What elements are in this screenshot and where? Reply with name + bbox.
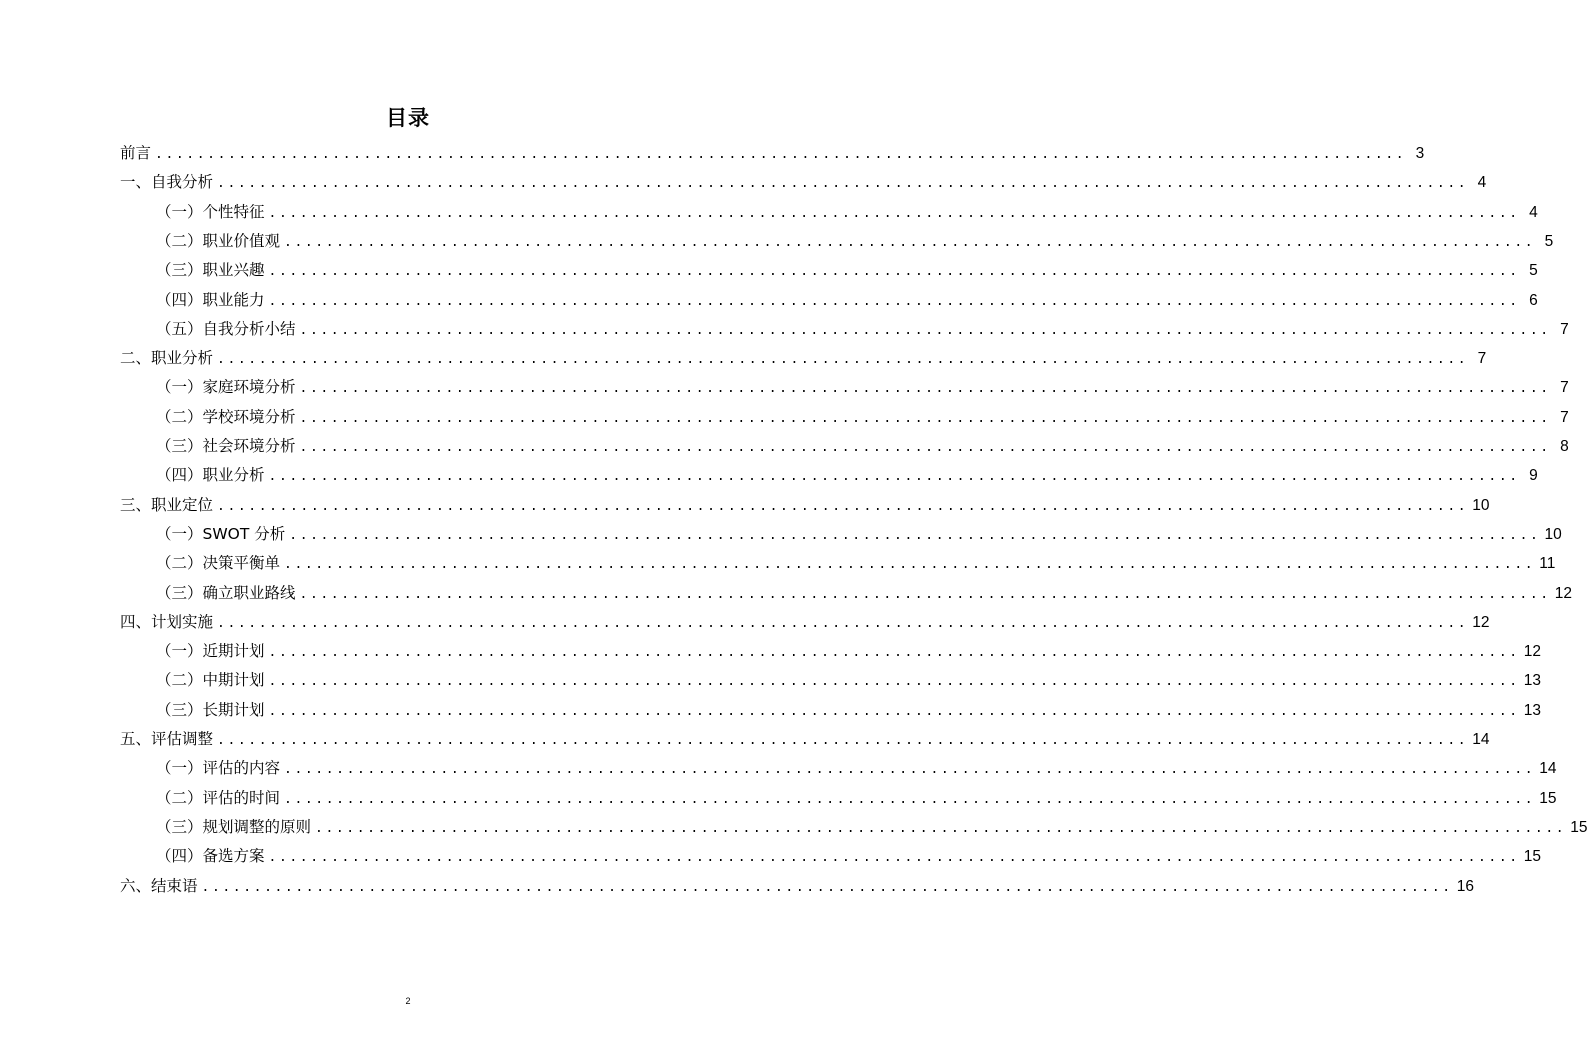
toc-leader-dots: ........................................................................................................................ [284,791,1536,807]
toc-entry-label: （四）职业分析 [156,466,265,485]
toc-entry[interactable] [156,816,1587,840]
toc-entry[interactable] [120,142,1425,166]
toc-entry-page: 12 [1523,643,1541,661]
toc-entry-label: 四、计划实施 [120,612,214,631]
toc-leader-dots: ........................................................................................................................ [284,762,1536,778]
toc-entry[interactable] [156,201,1538,225]
toc-entry-label: （二）中期计划 [156,671,265,690]
toc-entry-page: 7 [1560,408,1569,426]
toc-leader-dots: ........................................................................................................................ [217,733,1469,748]
toc-entry-page: 14 [1472,731,1490,748]
toc-entry-label: 六、结束语 [120,876,198,895]
toc-entry-label: （三）确立职业路线 [156,583,296,602]
toc-entry[interactable] [156,552,1556,576]
toc-entry-page: 6 [1529,291,1538,309]
toc-entry-page: 7 [1477,350,1487,368]
toc-entry[interactable] [156,757,1557,781]
toc-leader-dots: ........................................................................................................................ [217,498,1469,514]
toc-entry-label: （二）学校环境分析 [156,407,296,426]
toc-leader-dots: ........................................................................................................................ [217,615,1469,631]
toc-entry[interactable] [120,347,1487,371]
toc-entry-page: 11 [1539,555,1556,573]
toc-entry[interactable] [156,406,1569,430]
toc-entry-label: （四）职业能力 [156,290,265,309]
toc-leader-dots: ........................................................................................................................ [299,440,1551,455]
toc-entry-page: 7 [1560,320,1569,338]
toc-entry-page: 15 [1539,789,1557,807]
toc-leader-dots: ........................................................................................................................ [155,147,1407,162]
toc-entry[interactable] [156,523,1562,547]
toc-leader-dots: ........................................................................................................................ [217,352,1469,368]
toc-entry[interactable] [156,230,1554,254]
toc-entry-label: （三）规划调整的原则 [156,817,312,836]
page-number: 2 [405,996,411,1006]
toc-leader-dots: ........................................................................................................................ [268,293,1520,309]
toc-title: 目录 [386,106,430,130]
toc-leader-dots: ........................................................................................................................ [289,527,1541,543]
toc-entry[interactable] [156,669,1541,693]
toc-entry-label: （一）评估的内容 [156,759,281,778]
toc-entry-page: 4 [1529,203,1538,221]
toc-leader-dots: ........................................................................................................................ [217,176,1469,192]
toc-entry-page: 4 [1477,174,1487,192]
toc-leader-dots: ........................................................................................................................ [299,381,1551,397]
toc-entry[interactable] [120,728,1490,752]
toc-entry[interactable] [156,289,1538,313]
toc-entry-page: 3 [1415,145,1425,162]
toc-entry[interactable] [120,875,1474,899]
toc-entry[interactable] [156,435,1569,459]
toc-entry[interactable] [156,640,1541,664]
toc-entry-label: （二）评估的时间 [156,788,281,807]
toc-leader-dots: ........................................................................................................................ [268,850,1520,866]
toc-leader-dots: ........................................................................................................................ [299,410,1551,426]
toc-entry[interactable] [120,494,1490,518]
toc-entry-label: （三）长期计划 [156,700,265,719]
toc-entry[interactable] [156,318,1569,342]
toc-entry-page: 10 [1544,525,1562,543]
toc-entry-label: （一）家庭环境分析 [156,378,296,397]
toc-leader-dots: ........................................................................................................................ [268,645,1520,661]
toc-entry[interactable] [156,845,1541,869]
toc-entry-page: 8 [1560,438,1569,455]
toc-entry-page: 10 [1472,496,1490,514]
toc-leader-dots: ........................................................................................................................ [201,879,1453,895]
toc-entry[interactable] [156,582,1572,606]
toc-entry-page: 5 [1544,232,1554,250]
toc-entry-label: 一、自我分析 [120,173,214,192]
toc-entry[interactable] [156,699,1541,723]
toc-leader-dots: ........................................................................................................................ [315,820,1567,836]
toc-entry-page: 9 [1529,467,1538,485]
toc-entry-label: （四）备选方案 [156,847,265,866]
toc-entry[interactable] [156,376,1569,400]
toc-entry-page: 13 [1523,701,1541,719]
toc-entry-label: （一）近期计划 [156,642,265,661]
toc-leader-dots: ........................................................................................................................ [299,586,1551,602]
toc-entry[interactable] [156,787,1557,811]
toc-entry-page: 15 [1570,818,1587,836]
toc-entry-label: 前言 [120,144,152,162]
toc-entry-page: 12 [1472,613,1490,631]
toc-entry-page: 7 [1560,379,1569,397]
toc-leader-dots: ........................................................................................................................ [268,264,1520,280]
toc-entry-label: （三）职业兴趣 [156,261,265,280]
toc-entry-label: （五）自我分析小结 [156,319,296,338]
toc-leader-dots: ........................................................................................................................ [284,557,1536,573]
toc-entry-label: （二）决策平衡单 [156,554,281,573]
toc-leader-dots: ........................................................................................................................ [268,703,1520,719]
toc-entry[interactable] [120,611,1490,635]
toc-entry[interactable] [120,171,1487,195]
toc-entry-label: （二）职业价值观 [156,231,281,250]
toc-leader-dots: ........................................................................................................................ [268,469,1520,485]
toc-leader-dots: ........................................................................................................................ [268,674,1520,690]
toc-entry-label: 五、评估调整 [120,730,214,748]
toc-entry-page: 12 [1554,584,1572,602]
toc-entry-label: （一）SWOT 分析 [156,524,286,543]
toc-entry-page: 15 [1523,848,1541,866]
toc-entry-page: 14 [1539,760,1557,778]
toc-entry-label: 三、职业定位 [120,495,214,514]
toc-entry[interactable] [156,464,1538,488]
toc-entry-page: 5 [1529,262,1538,280]
toc-leader-dots: ........................................................................................................................ [268,205,1520,221]
toc-entry[interactable] [156,259,1538,283]
toc-entry-label: 二、职业分析 [120,349,214,368]
toc-entry-label: （三）社会环境分析 [156,437,296,455]
toc-leader-dots: ........................................................................................................................ [284,234,1536,250]
toc-leader-dots: ........................................................................................................................ [299,322,1551,338]
toc-entry-page: 16 [1456,877,1474,895]
toc-entry-label: （一）个性特征 [156,202,265,221]
toc-entry-page: 13 [1523,672,1541,690]
